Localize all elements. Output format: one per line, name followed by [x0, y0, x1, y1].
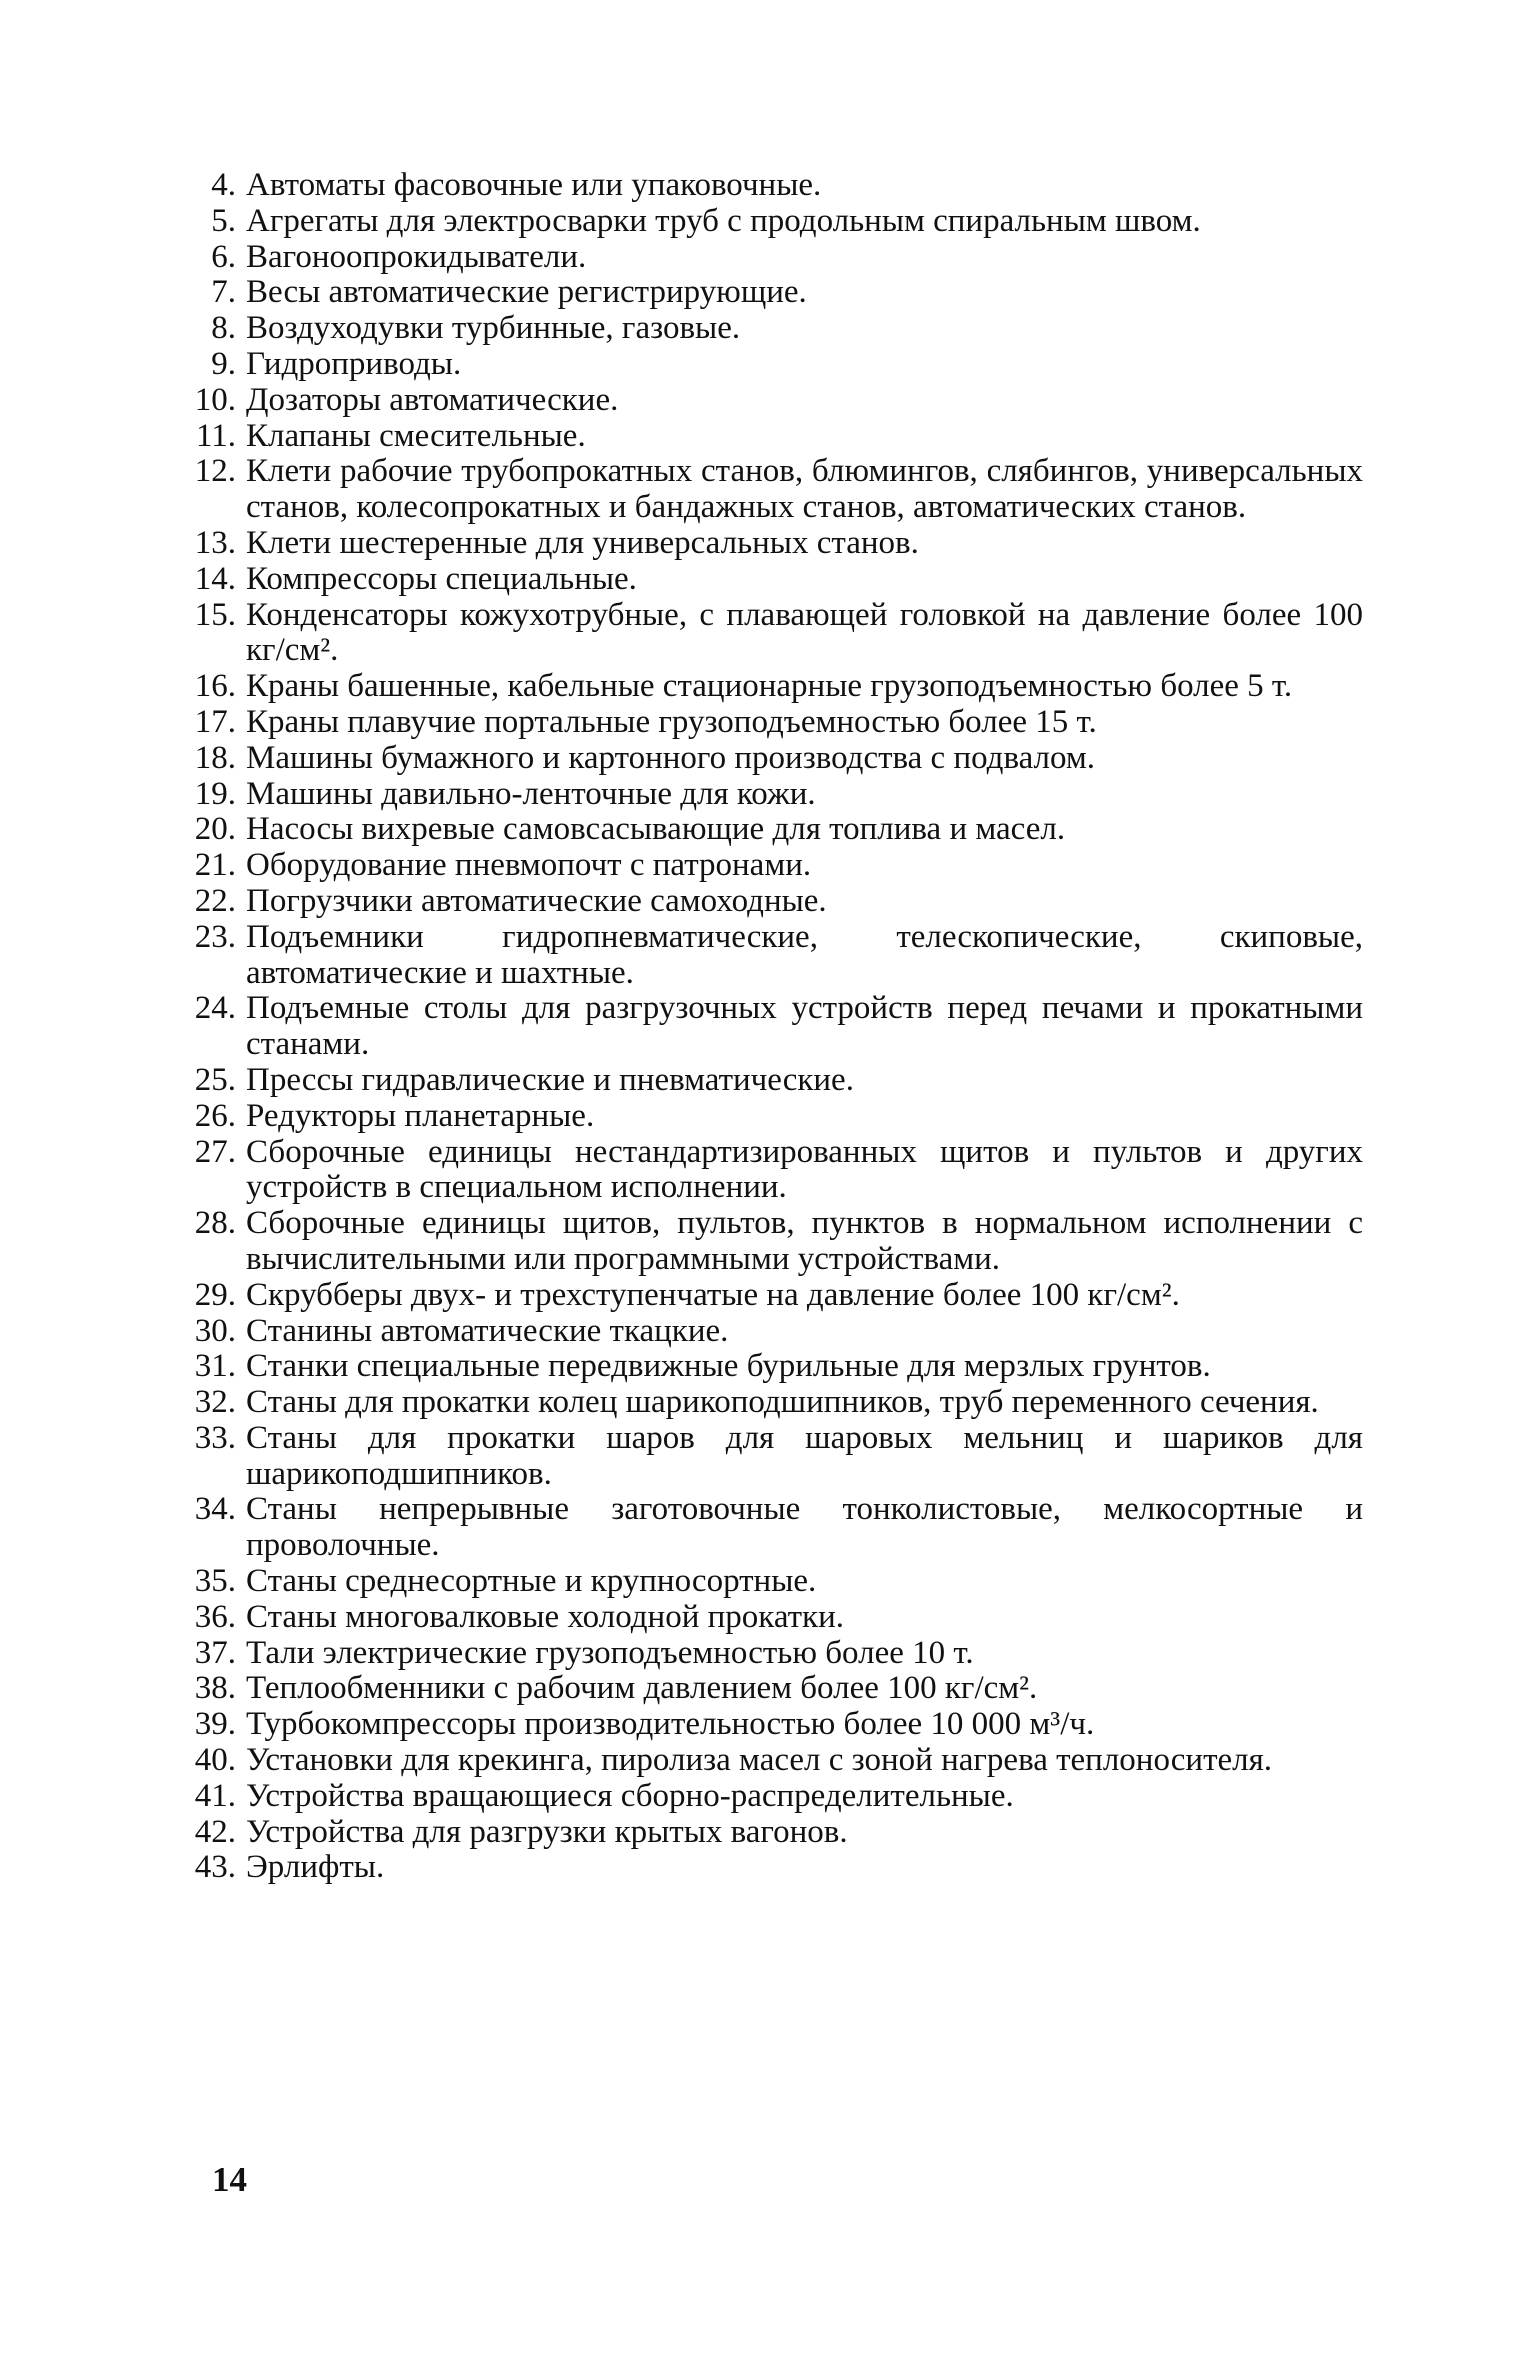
list-item — [178, 920, 1363, 992]
item-number: 30. — [194, 1312, 236, 1349]
item-number: 40. — [194, 1742, 236, 1779]
item-text: Станы непрерывные заготовочные тонколистовые, мелкосортные и проволочные. — [246, 1491, 1363, 1564]
item-text: Оборудование пневмопочт с патронами. — [246, 847, 812, 884]
list-item — [178, 1063, 1363, 1099]
item-text: Станы для прокатки шаров для шаровых мельниц и шариков для шарикоподшипников. — [246, 1419, 1363, 1492]
item-number: 33. — [194, 1419, 236, 1456]
item-text: Гидроприводы. — [246, 345, 462, 382]
item-text: Станки специальные передвижные бурильные для мерзлых грунтов. — [246, 1348, 1211, 1385]
item-text: Станины автоматические ткацкие. — [246, 1312, 729, 1349]
item-number: 43. — [194, 1849, 236, 1886]
item-text: Воздуходувки турбинные, газовые. — [246, 310, 741, 347]
item-text: Машины бумажного и картонного производства с подвалом. — [246, 739, 1096, 776]
list-item — [178, 812, 1363, 848]
list-item — [178, 1743, 1363, 1779]
list-item — [178, 777, 1363, 813]
item-number: 19. — [194, 775, 236, 812]
item-number: 5. — [211, 202, 236, 239]
list-item — [178, 741, 1363, 777]
item-number: 38. — [194, 1670, 236, 1707]
item-number: 41. — [194, 1777, 236, 1814]
list-item — [178, 1600, 1363, 1636]
item-number: 37. — [194, 1634, 236, 1671]
item-number: 11. — [195, 417, 236, 454]
item-number: 32. — [194, 1384, 236, 1421]
item-text: Устройства вращающиеся сборно-распределительные. — [246, 1777, 1014, 1814]
item-text: Насосы вихревые самовсасывающие для топлива и масел. — [246, 811, 1066, 848]
item-number: 6. — [211, 238, 236, 275]
item-text: Погрузчики автоматические самоходные. — [246, 882, 827, 919]
list-item — [178, 383, 1363, 419]
item-text: Весы автоматические регистрирующие. — [246, 274, 807, 311]
list-item — [178, 884, 1363, 920]
item-number: 35. — [194, 1563, 236, 1600]
list-item — [178, 562, 1363, 598]
item-text: Краны плавучие портальные грузоподъемностью более 15 т. — [246, 703, 1097, 740]
item-number: 42. — [194, 1813, 236, 1850]
item-number: 24. — [194, 990, 236, 1027]
item-text: Дозаторы автоматические. — [246, 381, 619, 418]
list-item — [178, 669, 1363, 705]
list-item — [178, 991, 1363, 1063]
list-item — [178, 1671, 1363, 1707]
item-text: Тали электрические грузоподъемностью более 10 т. — [246, 1634, 974, 1671]
item-number: 31. — [194, 1348, 236, 1385]
list-item — [178, 1779, 1363, 1815]
list-item — [178, 168, 1363, 204]
item-number: 25. — [194, 1061, 236, 1098]
item-number: 14. — [194, 560, 236, 597]
item-number: 12. — [194, 453, 236, 490]
item-text: Скрубберы двух- и трехступенчатые на давление более 100 кг/см². — [246, 1276, 1180, 1313]
item-number: 15. — [194, 596, 236, 633]
item-text: Клапаны смесительные. — [246, 417, 586, 454]
item-text: Прессы гидравлические и пневматические. — [246, 1061, 854, 1098]
item-text: Машины давильно-ленточные для кожи. — [246, 775, 816, 812]
item-text: Станы среднесортные и крупносортные. — [246, 1563, 817, 1600]
item-number: 36. — [194, 1598, 236, 1635]
item-number: 39. — [194, 1706, 236, 1743]
item-number: 16. — [194, 668, 236, 705]
item-number: 20. — [194, 811, 236, 848]
item-number: 28. — [194, 1205, 236, 1242]
item-text: Устройства для разгрузки крытых вагонов. — [246, 1813, 848, 1850]
list-item — [178, 419, 1363, 455]
item-text: Сборочные единицы щитов, пультов, пунктов в нормальном исполнении с вычислительными или программными устройствами. — [246, 1205, 1363, 1277]
list-item — [178, 240, 1363, 276]
item-number: 9. — [211, 345, 236, 382]
list-item — [178, 1349, 1363, 1385]
page-number: 14 — [212, 2160, 247, 2199]
item-text: Станы многовалковые холодной прокатки. — [246, 1598, 844, 1635]
item-text: Эрлифты. — [246, 1849, 385, 1886]
item-text: Подъемники гидропневматические, телескопические, скиповые, автоматические и шахтные. — [246, 918, 1363, 991]
list-item — [178, 1421, 1363, 1493]
list-item — [178, 526, 1363, 562]
item-number: 34. — [194, 1491, 236, 1528]
list-item — [178, 275, 1363, 311]
list-item — [178, 598, 1363, 670]
item-number: 26. — [194, 1097, 236, 1134]
item-text: Подъемные столы для разгрузочных устройств перед печами и прокатными станами. — [246, 990, 1363, 1063]
item-number: 10. — [194, 381, 236, 418]
list-item — [178, 454, 1363, 526]
item-text: Станы для прокатки колец шарикоподшипников, труб переменного сечения. — [246, 1384, 1319, 1421]
item-text: Установки для крекинга, пиролиза масел с зоной нагрева теплоносителя. — [246, 1742, 1273, 1779]
list-item — [178, 204, 1363, 240]
item-text: Агрегаты для электросварки труб с продольным спиральным швом. — [246, 202, 1201, 239]
list-item — [178, 1206, 1363, 1278]
item-number: 13. — [194, 524, 236, 561]
list-item — [178, 1636, 1363, 1672]
list-item — [178, 1099, 1363, 1135]
list-item — [178, 1135, 1363, 1207]
equipment-list — [178, 168, 1363, 1886]
item-text: Конденсаторы кожухотрубные, с плавающей головкой на давление более 100 кг/см². — [246, 596, 1363, 669]
list-item — [178, 848, 1363, 884]
item-number: 23. — [194, 918, 236, 955]
item-number: 4. — [211, 167, 236, 203]
item-text: Турбокомпрессоры производительностью более 10 000 м³/ч. — [246, 1706, 1095, 1743]
item-text: Редукторы планетарные. — [246, 1097, 595, 1134]
item-text: Компрессоры специальные. — [246, 560, 637, 597]
item-text: Теплообменники с рабочим давлением более 100 кг/см². — [246, 1670, 1038, 1707]
list-item — [178, 1278, 1363, 1314]
item-text: Автоматы фасовочные или упаковочные. — [246, 167, 822, 203]
item-text: Сборочные единицы нестандартизированных щитов и пультов и других устройств в специальном исполнении. — [246, 1133, 1363, 1206]
item-number: 17. — [194, 703, 236, 740]
item-number: 7. — [211, 274, 236, 311]
list-item — [178, 1815, 1363, 1851]
list-item — [178, 1314, 1363, 1350]
item-number: 21. — [194, 847, 236, 884]
list-item — [178, 705, 1363, 741]
item-number: 8. — [211, 310, 236, 347]
item-text: Клети шестеренные для универсальных станов. — [246, 524, 919, 561]
item-number: 22. — [194, 882, 236, 919]
list-item — [178, 1850, 1363, 1886]
list-item — [178, 1707, 1363, 1743]
list-item — [178, 311, 1363, 347]
item-text: Клети рабочие трубопрокатных станов, блюмингов, слябингов, универсальных станов, колесопрокатных и бандажных станов, автоматических станов. — [246, 453, 1363, 526]
list-item — [178, 347, 1363, 383]
item-text: Краны башенные, кабельные стационарные грузоподъемностью более 5 т. — [246, 668, 1293, 705]
item-number: 18. — [194, 739, 236, 776]
item-text: Вагоноопрокидыватели. — [246, 238, 587, 275]
item-number: 29. — [194, 1276, 236, 1313]
list-item — [178, 1385, 1363, 1421]
list-item — [178, 1492, 1363, 1564]
list-item — [178, 1564, 1363, 1600]
item-number: 27. — [194, 1133, 236, 1170]
